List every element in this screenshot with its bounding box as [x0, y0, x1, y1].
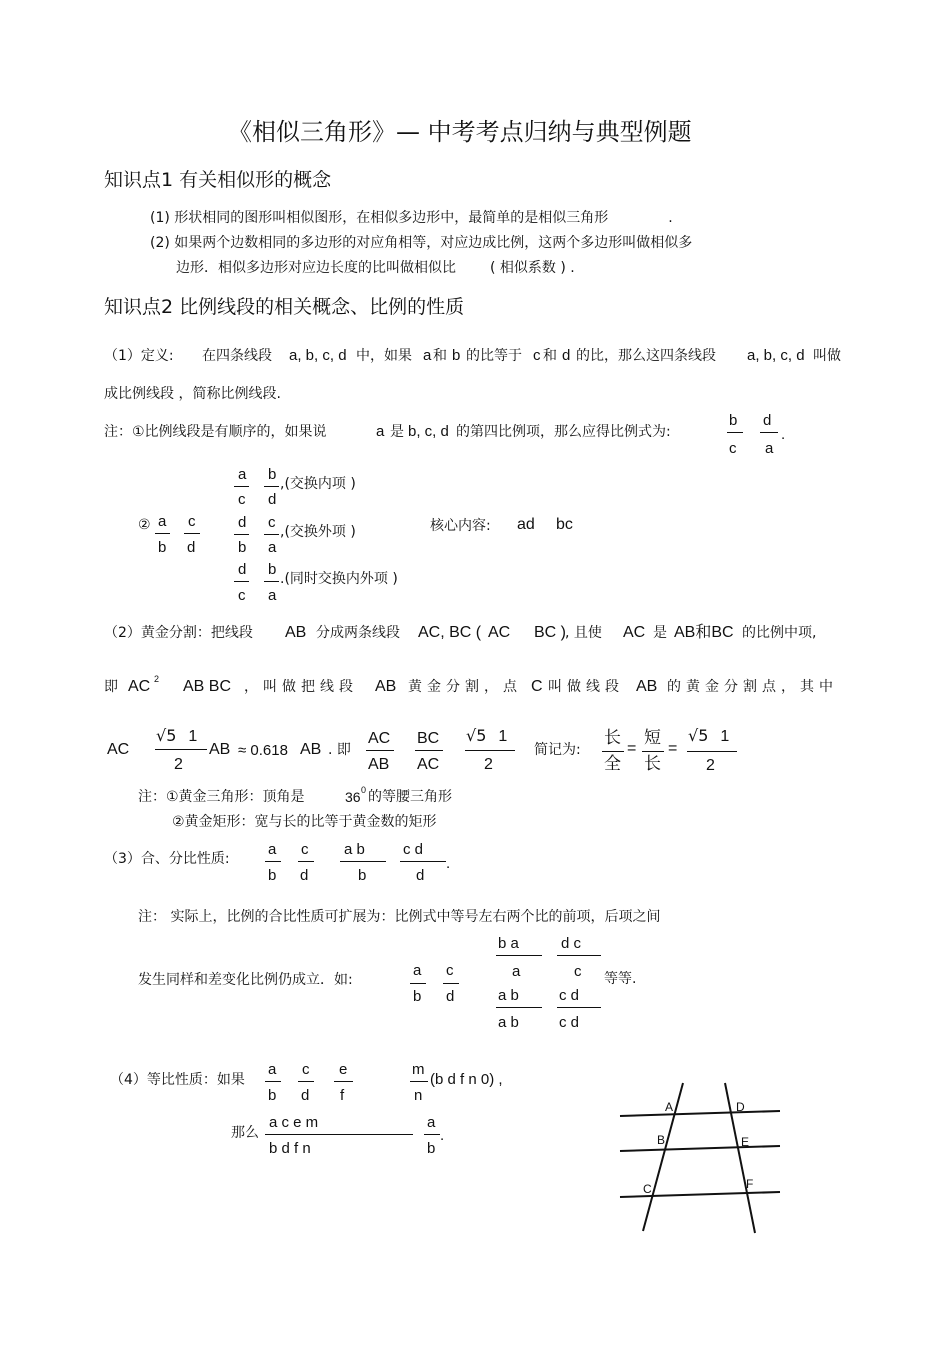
- sqrt: √5: [156, 726, 177, 745]
- fraction-num: a: [158, 513, 167, 530]
- def-text: 中，如果: [356, 348, 412, 364]
- fraction-num: c: [446, 962, 454, 979]
- math: AC: [623, 624, 646, 641]
- text: 那么: [231, 1125, 259, 1141]
- fraction-bar: [184, 533, 200, 534]
- note-text: 注：①比例线段是有顺序的，如果说: [104, 424, 327, 440]
- fraction-den: 2: [174, 756, 183, 773]
- fraction-bar: [465, 750, 515, 751]
- fraction-num: b: [268, 561, 277, 578]
- def-label: （1）定义:: [104, 348, 174, 364]
- text: , 且使: [565, 625, 602, 641]
- math: a, b, c, d: [289, 347, 347, 364]
- math: AC: [107, 741, 130, 758]
- point-label-D: D: [736, 1100, 745, 1114]
- fraction-bar: [264, 581, 279, 582]
- math: a, b, c, d: [747, 347, 805, 364]
- text: . 即: [328, 742, 351, 758]
- text: ，叫做把线段: [244, 679, 358, 695]
- math: AB: [285, 624, 307, 641]
- math: ≈ 0.618: [238, 742, 288, 759]
- fraction-num: 短: [644, 728, 661, 748]
- fraction-num: a: [238, 466, 247, 483]
- fraction-bar: [265, 1081, 281, 1082]
- fraction-num: m: [412, 1061, 425, 1078]
- point-label-F: F: [746, 1177, 754, 1191]
- fraction-bar: [424, 1134, 440, 1135]
- fraction-den: d: [446, 988, 455, 1005]
- math: a: [423, 347, 432, 364]
- superscript: 0: [361, 785, 367, 795]
- punct: .: [440, 1127, 445, 1144]
- fraction-den: AC: [417, 756, 440, 773]
- fraction-num: d c: [561, 935, 582, 952]
- note-text: 的第四比例项，那么应得比例式为:: [456, 424, 671, 440]
- swap-label: .(同时交换内外项 ): [280, 571, 398, 587]
- point-label-A: A: [665, 1100, 674, 1114]
- fraction-bar: [155, 749, 207, 750]
- num: 1: [188, 728, 198, 745]
- fraction-bar: [557, 955, 601, 956]
- fraction-bar: [334, 1081, 353, 1082]
- text: 边形．相似多边形对应边长度的比叫做相似比: [176, 260, 456, 276]
- fraction-bar: [265, 1134, 413, 1135]
- fraction-den: d: [268, 491, 277, 508]
- fraction-num: a: [268, 841, 277, 858]
- point-label-B: B: [657, 1133, 666, 1147]
- math: AB: [375, 678, 397, 695]
- fraction-den: f: [340, 1087, 345, 1104]
- k1-line-3: [176, 261, 575, 275]
- math: AC: [128, 678, 151, 695]
- text: ( 相似系数 ) .: [490, 260, 575, 276]
- fraction-den: a: [512, 963, 521, 980]
- text: 的比例中项,: [742, 625, 817, 641]
- condition: (b d f n 0) ,: [430, 1071, 503, 1088]
- fraction-num: b: [729, 412, 738, 429]
- num: 1: [498, 728, 508, 745]
- fraction-num: c: [188, 513, 196, 530]
- fraction-den: d: [300, 867, 309, 884]
- point-label-C: C: [643, 1182, 652, 1196]
- parallel-line-1: [620, 1111, 780, 1116]
- fraction-bar: [340, 861, 386, 862]
- fraction-num: a: [268, 1061, 277, 1078]
- fraction-num: b a: [498, 935, 519, 952]
- fraction-bar: [155, 533, 170, 534]
- math: C: [531, 678, 543, 695]
- k1-line-2: (2) 如果两个边数相同的多边形的对应角相等，对应边成比例，这两个多边形叫做相似多: [150, 235, 693, 251]
- fraction-den: 2: [706, 757, 715, 774]
- fraction-num: c d: [559, 987, 580, 1004]
- fraction-den: c: [238, 587, 246, 604]
- text: 黄金分割，点: [408, 679, 522, 695]
- fraction-num: c: [268, 514, 276, 531]
- math: AB: [209, 741, 231, 758]
- num: 1: [720, 728, 730, 745]
- radical: [688, 728, 729, 745]
- fraction-den: c d: [559, 1014, 580, 1031]
- def-text: 在四条线段: [202, 348, 272, 364]
- radical: [156, 728, 197, 745]
- fraction-num: AC: [368, 730, 391, 747]
- fraction-num: a: [427, 1114, 436, 1131]
- fraction-den: b d f n: [269, 1140, 311, 1157]
- fraction-num: BC: [417, 730, 440, 747]
- transversal-left: [643, 1083, 683, 1231]
- circle-two: ②: [138, 517, 151, 533]
- fraction-den: b: [238, 539, 247, 556]
- fraction-bar: [234, 486, 249, 487]
- fraction-bar: [687, 751, 737, 752]
- note-text: 是: [390, 424, 404, 440]
- fraction-bar: [264, 486, 279, 487]
- fraction-den: b: [358, 867, 367, 884]
- dengbi-label: （4）等比性质：如果: [110, 1072, 245, 1088]
- fraction-num: d: [238, 561, 247, 578]
- math: bc: [556, 516, 573, 533]
- fraction-bar: [496, 1007, 542, 1008]
- fraction-bar: [298, 1081, 314, 1082]
- fraction-den: b: [427, 1140, 436, 1157]
- fraction-den: a: [268, 587, 277, 604]
- golden-note-1: 注：①黄金三角形：顶角是: [138, 789, 305, 805]
- fraction-bar: [496, 955, 542, 956]
- section-heading-1: [104, 171, 331, 190]
- text: 是: [653, 625, 667, 641]
- text: 分成两条线段: [316, 625, 400, 641]
- parallel-lines-figure: [615, 1078, 785, 1238]
- math: AB: [300, 741, 322, 758]
- golden-label: （2）黄金分割：把线段: [104, 625, 253, 641]
- def-text: 和: [433, 348, 447, 364]
- page-title: 《相似三角形》— 中考考点归纳与典型例题: [228, 118, 692, 146]
- text: 等等.: [604, 971, 637, 987]
- math: AB BC: [183, 678, 232, 695]
- math: d: [562, 347, 571, 364]
- math: 36: [345, 789, 361, 805]
- swap-label: ,(交换外项 ): [280, 524, 356, 540]
- fraction-bar: [557, 1007, 601, 1008]
- fraction-bar: [265, 861, 281, 862]
- point-label-E: E: [741, 1135, 750, 1149]
- def-text: 叫做: [813, 348, 841, 364]
- fraction-num: d: [763, 412, 772, 429]
- fraction-num: b: [268, 466, 277, 483]
- fraction-num: c: [302, 1061, 310, 1078]
- fraction-num: 长: [604, 728, 621, 748]
- fraction-bar: [760, 432, 778, 433]
- section-heading-2: 知识点2 比例线段的相关概念、比例的性质: [104, 296, 465, 318]
- text: 的等腰三角形: [368, 789, 452, 805]
- fraction-den: b: [268, 867, 277, 884]
- def-text: 的比，那么这四条线段: [576, 348, 716, 364]
- fraction-den: b: [413, 988, 422, 1005]
- punct: .: [446, 855, 451, 872]
- math: AB和BC: [674, 624, 734, 641]
- fraction-bar: [234, 581, 249, 582]
- text: 即: [104, 679, 118, 695]
- math: a: [376, 423, 385, 440]
- fraction-bar: [400, 861, 446, 862]
- fraction-den: d: [301, 1087, 310, 1104]
- swap-label: ,(交换内项 ): [280, 476, 356, 492]
- math: AB: [636, 678, 658, 695]
- heading-text: 知识点1 有关相似形的概念: [104, 169, 332, 191]
- fraction-bar: [264, 534, 279, 535]
- math: ad: [517, 516, 535, 533]
- fraction-bar: [366, 750, 394, 751]
- hefen-note-2: 发生同样和差变化比例仍成立．如:: [138, 972, 353, 988]
- fraction-den: a: [765, 440, 774, 457]
- fraction-den: d: [187, 539, 196, 556]
- fraction-num: a b: [344, 841, 365, 858]
- radical: [466, 728, 507, 745]
- math: b: [452, 347, 461, 364]
- fraction-den: AB: [368, 756, 390, 773]
- fraction-den: a: [268, 539, 277, 556]
- fraction-num: a b: [498, 987, 519, 1004]
- fraction-den: c: [238, 491, 246, 508]
- fraction-bar: [727, 432, 743, 433]
- def-line-2: 成比例线段 ，简称比例线段.: [104, 386, 281, 402]
- fraction-bar: [410, 1081, 428, 1082]
- text: 的黄金分割点，其中: [667, 679, 838, 695]
- hefen-label: （3）合、分比性质:: [104, 851, 230, 867]
- fraction-den: b: [158, 539, 167, 556]
- sqrt: √5: [688, 726, 709, 745]
- superscript: 2: [154, 674, 160, 684]
- sqrt: √5: [466, 726, 487, 745]
- hefen-note-1: 注： 实际上，比例的合比性质可扩展为：比例式中等号左右两个比的前项，后项之间: [138, 909, 661, 925]
- fraction-num: c: [301, 841, 309, 858]
- fraction-num: a c e m: [269, 1114, 319, 1131]
- core-label: 核心内容:: [430, 518, 491, 534]
- parallel-line-2: [620, 1146, 780, 1151]
- def-text: 和: [543, 348, 557, 364]
- golden-note-2: ②黄金矩形：宽与长的比等于黄金数的矩形: [172, 814, 437, 830]
- fraction-den: 长: [644, 754, 661, 774]
- fraction-den: c: [574, 963, 582, 980]
- fraction-bar: [443, 983, 459, 984]
- math: BC ): [534, 624, 566, 641]
- fraction-den: 2: [484, 756, 493, 773]
- fraction-num: e: [339, 1061, 348, 1078]
- equals: =: [668, 740, 678, 757]
- fraction-bar: [642, 751, 664, 752]
- text: .: [668, 210, 673, 226]
- math: c: [533, 347, 541, 364]
- fraction-den: b: [268, 1087, 277, 1104]
- text: 叫做线段: [548, 679, 624, 695]
- math: AC, BC (: [418, 624, 482, 641]
- fraction-den: n: [414, 1087, 423, 1104]
- fraction-bar: [298, 861, 314, 862]
- math: b, c, d: [408, 423, 449, 440]
- text: (1) 形状相同的图形叫相似图形，在相似多边形中，最简单的是相似三角形: [150, 210, 609, 226]
- fraction-den: d: [416, 867, 425, 884]
- def-text: 的比等于: [466, 348, 522, 364]
- fraction-bar: [234, 534, 249, 535]
- fraction-bar: [602, 751, 624, 752]
- fraction-den: 全: [604, 754, 621, 774]
- fraction-num: c d: [403, 841, 424, 858]
- fraction-bar: [415, 750, 443, 751]
- fraction-bar: [410, 983, 426, 984]
- fraction-den: c: [729, 440, 737, 457]
- fraction-num: d: [238, 514, 247, 531]
- equals: =: [627, 740, 637, 757]
- text: 简记为:: [534, 742, 581, 758]
- punct: .: [781, 426, 786, 443]
- fraction-num: a: [413, 962, 422, 979]
- k1-line-1: [150, 211, 673, 225]
- fraction-den: a b: [498, 1014, 519, 1031]
- math: AC: [488, 624, 511, 641]
